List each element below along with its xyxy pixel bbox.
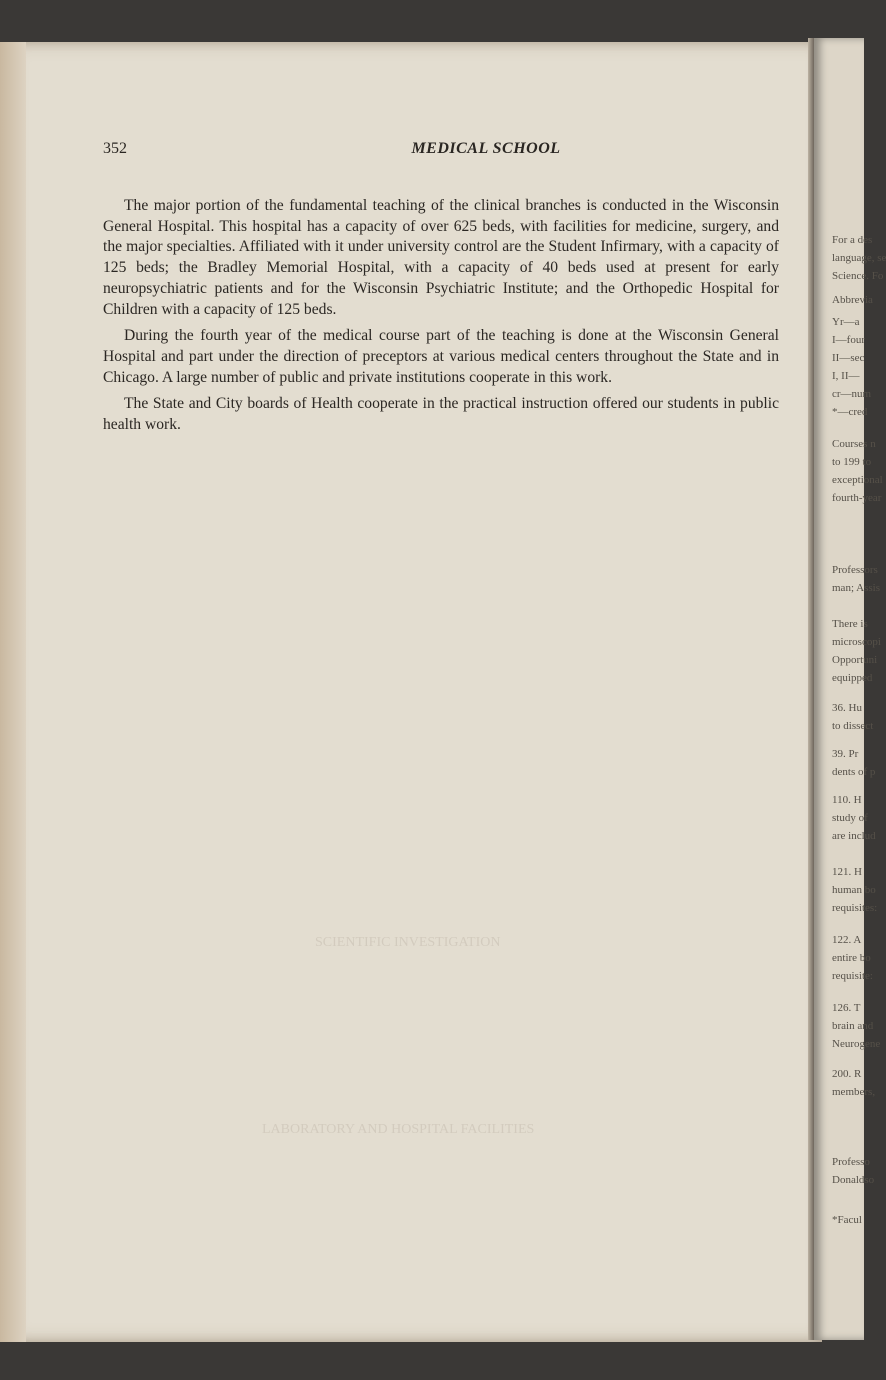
facing-text: For a des (832, 234, 873, 246)
facing-text: 126. T (832, 1002, 861, 1014)
facing-text: Courses n (832, 438, 876, 450)
body-text (103, 196, 779, 442)
facing-text: *—cred (832, 406, 868, 418)
facing-text: 110. H (832, 794, 862, 806)
facing-text: 200. R (832, 1068, 862, 1080)
page-edge (0, 42, 26, 1342)
facing-text: requisite: (832, 970, 873, 982)
show-through-heading-2: LABORATORY AND HOSPITAL FACILITIES (262, 1122, 535, 1137)
facing-text: entire bo (832, 952, 871, 964)
facing-text: Science. Fo (832, 270, 884, 282)
facing-text: Opportuni (832, 654, 878, 666)
facing-text: members, (832, 1086, 876, 1098)
facing-text: There is (832, 618, 868, 630)
paragraph-public-health: The State and City boards of Health cooperate in the practical instruction offered our students in public health work. (103, 395, 779, 434)
show-through-heading-1: SCIENTIFIC INVESTIGATION (315, 935, 501, 950)
facing-text: to 199 to (832, 456, 872, 468)
facing-text: exceptional (832, 474, 883, 486)
facing-text: equipped (832, 672, 873, 684)
page-header (103, 140, 779, 164)
facing-text: brain and (832, 1020, 874, 1032)
facing-text: Abbrevia (832, 294, 873, 306)
facing-text: I, II— (832, 370, 860, 382)
facing-text: Yr—a (832, 316, 860, 328)
facing-text: 122. A (832, 934, 862, 946)
running-head: MEDICAL SCHOOL (411, 140, 561, 157)
facing-text: microscopi (832, 636, 881, 648)
facing-text: are includ (832, 830, 876, 842)
paragraph-fourth-year: During the fourth year of the medical course part of the teaching is done at the Wisconsin General Hospital and part under the direction of preceptors at various medical centers throughout the State and in Chicago. A large number of public and private institutions cooperate in this work. (103, 327, 779, 386)
facing-text: requisites: (832, 902, 878, 914)
facing-text: 121. H (832, 866, 862, 878)
facing-text: to dissect (832, 720, 874, 732)
facing-text: language, se (832, 252, 886, 264)
paragraph-hospitals: The major portion of the fundamental teaching of the clinical branches is conducted in the Wisconsin General Hospital. This hospital has a capacity of over 625 beds, with facilities for medicine, surgery, and the major specialties. Affiliated with it under university control are the Student Infirmary, with a capacity of 125 beds; the Bradley Memorial Hospital, with a capacity of 40 beds used at present for early neuropsychiatric patients and for the Wisconsin Psychiatric Institute; and the Orthopedic Hospital for Children with a capacity of 125 beds. (103, 197, 779, 318)
facing-text: 39. Pr (832, 748, 859, 760)
facing-text: dents of p (832, 766, 876, 778)
facing-text: study of (832, 812, 868, 824)
facing-text: Donaldso (832, 1174, 875, 1186)
facing-text: Neurogene (832, 1038, 881, 1050)
facing-text: man; Assis (832, 582, 880, 594)
facing-text: I—four (832, 334, 865, 346)
facing-text: 36. Hu (832, 702, 862, 714)
facing-page (814, 38, 886, 1340)
facing-text: Professors (832, 564, 878, 576)
facing-text: cr—num (832, 388, 872, 400)
facing-text: II—sec (832, 352, 865, 364)
facing-text: fourth-year (832, 492, 882, 504)
facing-text: human bo (832, 884, 876, 896)
facing-text: *Facul (832, 1214, 862, 1226)
page-number: 352 (103, 140, 127, 157)
facing-text: Professo (832, 1156, 870, 1168)
